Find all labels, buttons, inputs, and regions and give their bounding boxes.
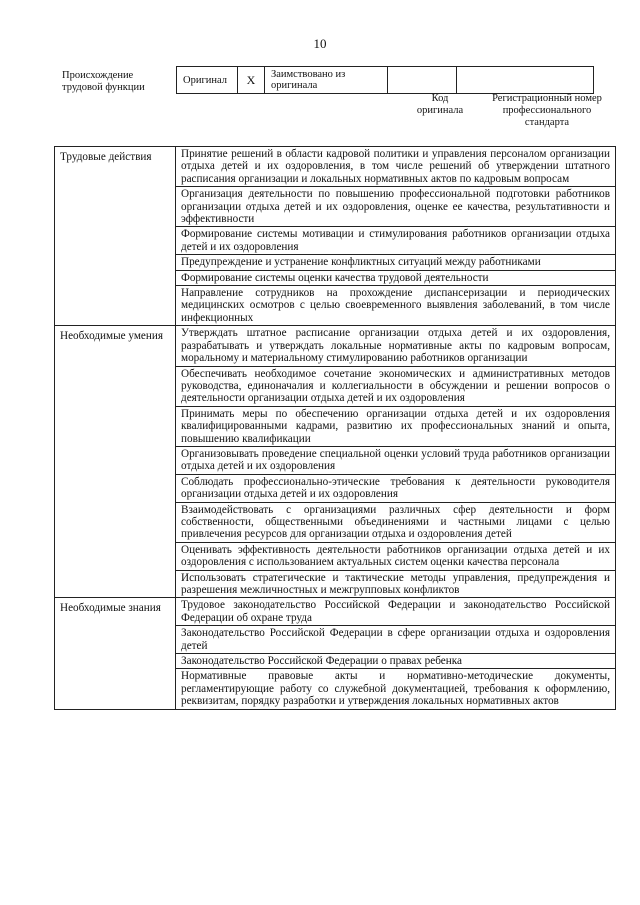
item-cell: Предупреждение и устранение конфликтных ситуаций между работниками: [176, 255, 616, 270]
item-cell: Взаимодействовать с организациями различных сфер деятельности и форм собственности, общественными объединениями и частными лицами с целью привлечения ресурсов для организации отдыха и оздоровления детей: [176, 502, 616, 542]
item-cell: Нормативные правовые акты и нормативно-методические документы, регламентирующие работу со служебной документацией, требования к оформлению, реквизитам, порядку разработки и утверждения локальных нормативных актов: [176, 669, 616, 709]
origin-table: [176, 66, 594, 94]
category-required-knowledge: Необходимые знания: [55, 598, 176, 709]
reg-number-label: Регистрационный номер профессионального стандарта: [492, 93, 602, 128]
item-cell: Направление сотрудников на прохождение диспансеризации и периодических медицинских осмотров с целью своевременного выявления заболеваний, в том числе инфекционных: [176, 286, 616, 326]
item-cell: Организовывать проведение специальной оценки условий труда работников организации отдыха детей и их оздоровления: [176, 446, 616, 474]
borrowed-cell: Заимствовано из оригинала: [265, 67, 388, 94]
code-cell: [388, 67, 457, 94]
original-cell: Оригинал: [177, 67, 238, 94]
table-row: [55, 326, 616, 366]
item-cell: Законодательство Российской Федерации о правах ребенка: [176, 654, 616, 669]
item-cell: Принимать меры по обеспечению организации отдыха детей и их оздоровления квалифицированными кадрами, развитию их профессиональных знаний и опыта, повышению квалификации: [176, 406, 616, 446]
labor-function-table: [54, 146, 616, 710]
item-cell: Обеспечивать необходимое сочетание экономических и административных методов руководства, единоначалия и коллегиальности в обсуждении и решении вопросов о деятельности организации отдыха детей и их оздоровления: [176, 366, 616, 406]
item-cell: Законодательство Российской Федерации в сфере организации отдыха и оздоровления детей: [176, 626, 616, 654]
item-cell: Формирование системы оценки качества трудовой деятельности: [176, 270, 616, 285]
item-cell: Соблюдать профессионально-этические требования к деятельности руководителя организации отдыха детей и их оздоровления: [176, 474, 616, 502]
category-required-skills: Необходимые умения: [55, 326, 176, 598]
reg-number-cell: [457, 67, 594, 94]
item-cell: Использовать стратегические и тактические методы управления, предупреждения и разрешения межличностных и межгрупповых конфликтов: [176, 570, 616, 598]
category-labor-actions: Трудовые действия: [55, 147, 176, 326]
item-cell: Организация деятельности по повышению профессиональной подготовки работников организации отдыха детей и их оздоровления, оценке ее качества, результативности и эффективности: [176, 187, 616, 227]
origin-row: [177, 67, 594, 94]
item-cell: Трудовое законодательство Российской Федерации и законодательство Российской Федерации об охране труда: [176, 598, 616, 626]
origin-label: Происхождение трудовой функции: [62, 70, 145, 93]
item-cell: Утверждать штатное расписание организации отдыха детей и их оздоровления, разрабатывать и утверждать локальные нормативные акты по кадровым вопросам, моральному и материальному стимулированию работников организации: [176, 326, 616, 366]
table-row: [55, 598, 616, 626]
page-number: 10: [313, 36, 327, 51]
item-cell: Оценивать эффективность деятельности работников организации отдыха детей и их оздоровления с использованием актуальных систем оценки качества персонала: [176, 542, 616, 570]
table-row: [55, 147, 616, 187]
labor-function-body: [55, 147, 616, 710]
code-label: Код оригинала: [416, 93, 464, 116]
item-cell: Принятие решений в области кадровой политики и управления персоналом организации отдыха детей и их оздоровления, в том числе решений об утверждении штатного расписания организации и локальных нормативных актов по кадровым вопросам: [176, 147, 616, 187]
item-cell: Формирование системы мотивации и стимулирования работников организации отдыха детей и их оздоровления: [176, 227, 616, 255]
original-mark: X: [238, 67, 265, 94]
